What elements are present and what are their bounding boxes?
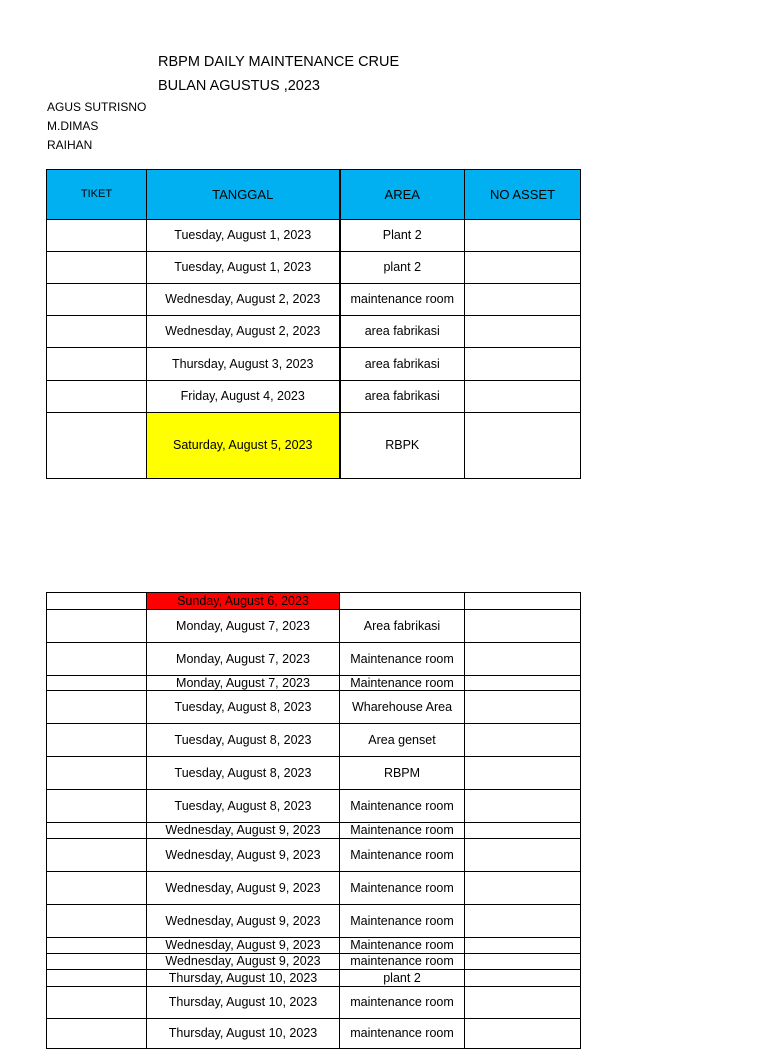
maintenance-table-2	[46, 592, 581, 1049]
no-asset-cell	[465, 284, 581, 316]
crew-member: AGUS SUTRISNO	[47, 100, 147, 114]
area-cell: area fabrikasi	[340, 381, 465, 413]
tiket-cell	[47, 676, 147, 691]
tiket-cell	[47, 724, 147, 757]
no-asset-cell	[465, 839, 581, 872]
no-asset-cell	[465, 593, 581, 610]
area-cell	[340, 593, 465, 610]
no-asset-cell	[465, 691, 581, 724]
table-row	[47, 724, 581, 757]
tiket-cell	[47, 610, 147, 643]
table-row	[47, 348, 581, 381]
tanggal-cell: Tuesday, August 1, 2023	[147, 220, 340, 252]
area-cell: Maintenance room	[340, 643, 465, 676]
crew-member: RAIHAN	[47, 138, 93, 152]
area-cell: Maintenance room	[340, 938, 465, 954]
tiket-cell	[47, 839, 147, 872]
tiket-cell	[47, 691, 147, 724]
no-asset-cell	[465, 610, 581, 643]
table-row	[47, 381, 581, 413]
no-asset-cell	[465, 676, 581, 691]
tanggal-cell: Wednesday, August 9, 2023	[147, 954, 340, 970]
no-asset-cell	[465, 954, 581, 970]
no-asset-cell	[465, 724, 581, 757]
crew-member: M.DIMAS	[47, 119, 99, 133]
tanggal-cell: Wednesday, August 9, 2023	[147, 905, 340, 938]
table-row	[47, 643, 581, 676]
tiket-cell	[47, 643, 147, 676]
area-cell: plant 2	[340, 252, 465, 284]
table-row	[47, 1019, 581, 1049]
tanggal-cell: Sunday, August 6, 2023	[147, 593, 340, 610]
no-asset-cell	[465, 381, 581, 413]
table-row	[47, 905, 581, 938]
tiket-cell	[47, 790, 147, 823]
area-cell: maintenance room	[340, 284, 465, 316]
tiket-cell	[47, 872, 147, 905]
area-cell: Maintenance room	[340, 676, 465, 691]
tiket-cell	[47, 252, 147, 284]
no-asset-cell	[465, 938, 581, 954]
area-cell: Maintenance room	[340, 872, 465, 905]
table-row	[47, 284, 581, 316]
no-asset-cell	[465, 872, 581, 905]
table-row	[47, 987, 581, 1019]
no-asset-cell	[465, 790, 581, 823]
table-row	[47, 610, 581, 643]
tiket-cell	[47, 593, 147, 610]
tanggal-cell: Tuesday, August 8, 2023	[147, 790, 340, 823]
tanggal-cell: Thursday, August 10, 2023	[147, 987, 340, 1019]
tanggal-cell: Wednesday, August 2, 2023	[147, 284, 340, 316]
tiket-cell	[47, 823, 147, 839]
header-no-asset: NO ASSET	[465, 170, 581, 220]
tanggal-cell: Tuesday, August 8, 2023	[147, 691, 340, 724]
tanggal-cell: Thursday, August 10, 2023	[147, 970, 340, 987]
tiket-cell	[47, 905, 147, 938]
tiket-cell	[47, 316, 147, 348]
no-asset-cell	[465, 348, 581, 381]
tiket-cell	[47, 413, 147, 479]
report-title: RBPM DAILY MAINTENANCE CRUE	[158, 54, 400, 70]
tiket-cell	[47, 284, 147, 316]
table-row	[47, 757, 581, 790]
no-asset-cell	[465, 316, 581, 348]
tiket-cell	[47, 1019, 147, 1049]
area-cell: RBPM	[340, 757, 465, 790]
table-row	[47, 252, 581, 284]
tanggal-cell: Monday, August 7, 2023	[147, 610, 340, 643]
header-tanggal: TANGGAL	[147, 170, 340, 220]
area-cell: Maintenance room	[340, 790, 465, 823]
tanggal-cell: Thursday, August 10, 2023	[147, 1019, 340, 1049]
area-cell: area fabrikasi	[340, 316, 465, 348]
report-subtitle: BULAN AGUSTUS ,2023	[158, 78, 320, 94]
tanggal-cell: Wednesday, August 9, 2023	[147, 872, 340, 905]
area-cell: Maintenance room	[340, 823, 465, 839]
area-cell: maintenance room	[340, 987, 465, 1019]
table-row	[47, 691, 581, 724]
area-cell: Area genset	[340, 724, 465, 757]
table-row	[47, 970, 581, 987]
no-asset-cell	[465, 220, 581, 252]
tanggal-cell: Tuesday, August 8, 2023	[147, 757, 340, 790]
table-header-row	[47, 170, 581, 220]
no-asset-cell	[465, 252, 581, 284]
area-cell: RBPK	[340, 413, 465, 479]
tiket-cell	[47, 938, 147, 954]
area-cell: area fabrikasi	[340, 348, 465, 381]
table-row	[47, 413, 581, 479]
table-row	[47, 938, 581, 954]
no-asset-cell	[465, 413, 581, 479]
tanggal-cell: Monday, August 7, 2023	[147, 643, 340, 676]
table-row	[47, 823, 581, 839]
area-cell: maintenance room	[340, 954, 465, 970]
no-asset-cell	[465, 823, 581, 839]
tanggal-cell: Wednesday, August 9, 2023	[147, 938, 340, 954]
area-cell: Plant 2	[340, 220, 465, 252]
tanggal-cell: Wednesday, August 9, 2023	[147, 839, 340, 872]
tanggal-cell: Wednesday, August 9, 2023	[147, 823, 340, 839]
tiket-cell	[47, 970, 147, 987]
tanggal-cell: Tuesday, August 8, 2023	[147, 724, 340, 757]
table-row	[47, 954, 581, 970]
table-row	[47, 316, 581, 348]
tiket-cell	[47, 348, 147, 381]
area-cell: maintenance room	[340, 1019, 465, 1049]
no-asset-cell	[465, 1019, 581, 1049]
area-cell: Area fabrikasi	[340, 610, 465, 643]
table-row	[47, 676, 581, 691]
area-cell: Wharehouse Area	[340, 691, 465, 724]
tanggal-cell: Friday, August 4, 2023	[147, 381, 340, 413]
no-asset-cell	[465, 987, 581, 1019]
tanggal-cell: Tuesday, August 1, 2023	[147, 252, 340, 284]
no-asset-cell	[465, 970, 581, 987]
area-cell: plant 2	[340, 970, 465, 987]
tiket-cell	[47, 757, 147, 790]
header-tiket: TIKET	[47, 170, 147, 220]
table-row	[47, 839, 581, 872]
tanggal-cell: Thursday, August 3, 2023	[147, 348, 340, 381]
no-asset-cell	[465, 757, 581, 790]
tiket-cell	[47, 954, 147, 970]
tanggal-cell: Wednesday, August 2, 2023	[147, 316, 340, 348]
tiket-cell	[47, 220, 147, 252]
tiket-cell	[47, 987, 147, 1019]
area-cell: Maintenance room	[340, 905, 465, 938]
no-asset-cell	[465, 905, 581, 938]
table-row	[47, 220, 581, 252]
tanggal-cell: Monday, August 7, 2023	[147, 676, 340, 691]
table-row	[47, 790, 581, 823]
no-asset-cell	[465, 643, 581, 676]
tanggal-cell: Saturday, August 5, 2023	[147, 413, 340, 479]
table-row	[47, 872, 581, 905]
table-row	[47, 593, 581, 610]
header-area: AREA	[340, 170, 465, 220]
tiket-cell	[47, 381, 147, 413]
area-cell: Maintenance room	[340, 839, 465, 872]
maintenance-table-1	[46, 169, 581, 479]
